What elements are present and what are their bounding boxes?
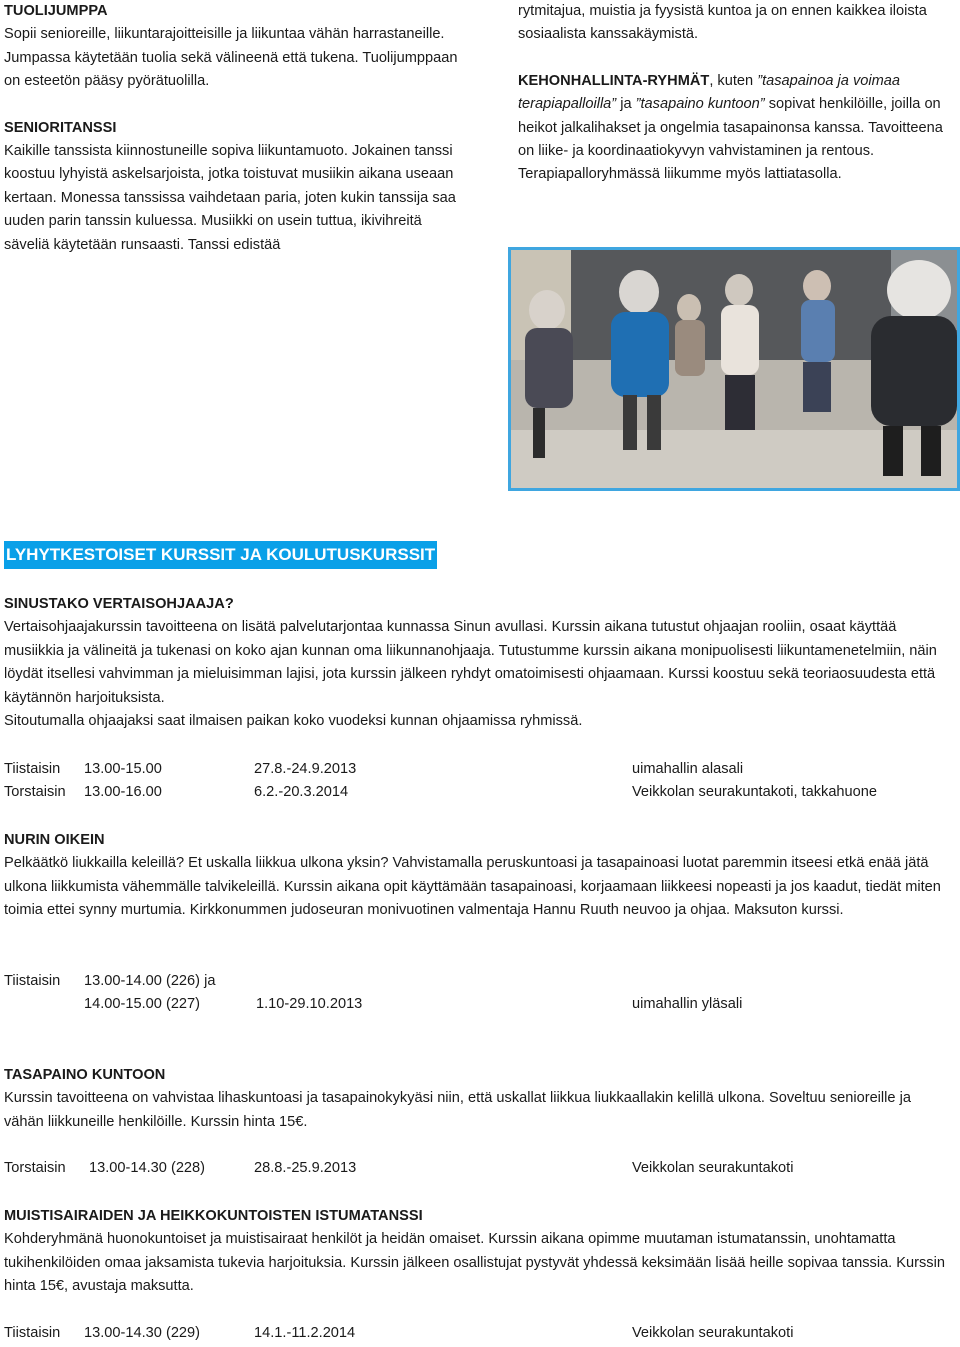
schedule-place: uimahallin yläsali	[632, 996, 743, 1012]
dance-photo	[508, 247, 960, 491]
schedule-place: Veikkolan seurakuntakoti	[632, 1325, 794, 1341]
left-column	[4, 0, 470, 257]
nurin-oikein-body: Pelkäätkö liukkailla keleillä? Et uskalla liikkua ulkona yksin? Vahvistamalla peruskuntoasi ja tasapainoasi luotat paremmin itseesi etkä enää jätä ulkona liikkumista vähemmälle talvikeleillä. Kurssin aikana opit käyttämään tasapainoasi, korjaamaan liikkeesi nopeasti ja jos kaadut, tiedät miten toimia ettei synny murtumia. Kirkkonummen judoseuran monivuotinen valmentaja Hannu Ruuth neuvoo ja ohjaa. Maksuton kurssi.	[4, 855, 941, 919]
schedule-day: Torstaisin	[4, 784, 66, 800]
schedule-time: 14.00-15.00 (227)	[84, 996, 201, 1012]
schedule-time: 13.00-14.30 (229)	[84, 1325, 201, 1341]
tuolijumppa-section	[4, 0, 470, 94]
vertaisohjaaja-body-2: Sitoutumalla ohjaajaksi saat ilmaisen paikan koko vuodeksi kunnan ohjaamissa ryhmissä.	[4, 713, 583, 730]
schedule-time: 13.00-14.30 (228)	[89, 1160, 206, 1176]
kehonhallinta-title: KEHONHALLINTA-RYHMÄT	[518, 72, 710, 89]
vertaisohjaaja-schedule-row	[4, 758, 954, 781]
kehonhallinta-italic-1: ”tasapainoa ja voimaa terapiapalloilla”	[518, 72, 900, 113]
dance-photo-illustration	[511, 250, 957, 488]
muistisairaiden-section	[4, 1205, 954, 1299]
nurin-oikein-section	[4, 829, 954, 923]
muistisairaiden-title: MUISTISAIRAIDEN JA HEIKKOKUNTOISTEN ISTUMATANSSI	[4, 1208, 423, 1224]
tuolijumppa-title: TUOLIJUMPPA	[4, 3, 108, 19]
kehonhallinta-italic-2: ”tasapaino kuntoon”	[635, 96, 765, 113]
schedule-time: 13.00-15.00	[84, 761, 162, 777]
schedule-time: 13.00-14.00 (226) ja	[84, 973, 216, 989]
schedule-dates: 1.10-29.10.2013	[256, 996, 363, 1012]
schedule-dates: 14.1.-11.2.2014	[254, 1325, 356, 1341]
schedule-dates: 6.2.-20.3.2014	[254, 784, 349, 800]
tasapaino-schedule-row	[4, 1157, 954, 1180]
schedule-day: Torstaisin	[4, 1160, 66, 1176]
schedule-day: Tiistaisin	[4, 1325, 61, 1341]
kehonhallinta-text-1: , kuten	[709, 72, 758, 89]
vertaisohjaaja-section	[4, 593, 954, 733]
vertaisohjaaja-title: SINUSTAKO VERTAISOHJAAJA?	[4, 596, 234, 612]
kehonhallinta-section	[518, 70, 958, 187]
section-banner: LYHYTKESTOISET KURSSIT JA KOULUTUSKURSSIT	[4, 541, 437, 569]
nurin-oikein-schedule-row	[4, 970, 954, 993]
nurin-oikein-title: NURIN OIKEIN	[4, 832, 105, 848]
senioritanssi-title: SENIORITANSSI	[4, 119, 117, 136]
muistisairaiden-schedule-row	[4, 1322, 954, 1345]
tasapaino-title: TASAPAINO KUNTOON	[4, 1067, 166, 1083]
schedule-time: 13.00-16.00	[84, 784, 162, 800]
schedule-day: Tiistaisin	[4, 761, 61, 777]
muistisairaiden-body: Kohderyhmänä huonokuntoiset ja muistisairaat henkilöt ja heidän omaiset. Kurssin aikana opimme muutaman istumatanssin, unohtamatta tukihenkilöiden omaa jaksamista tukevia harjoituksia. Kurssin jälkeen osallistujat pystyvät yhdessä keksimään lisää heille sopivaa tanssia. Kurssin hinta 15€, avustaja maksutta.	[4, 1231, 945, 1295]
schedule-place: Veikkolan seurakuntakoti, takkahuone	[632, 784, 878, 800]
senioritanssi-body: Kaikille tanssista kiinnostuneille sopiva liikuntamuoto. Jokainen tanssi koostuu lyhyistä askelsarjoista, jotka toistuvat musiikin aikana useaan kertaan. Monessa tanssissa vaihdetaan paria, joten kukin tanssija saa uuden parin tanssin kuluessa. Musiikki on usein tuttua, ikivihreitä säveliä käytetään runsaasti. Tanssi edistää	[4, 143, 456, 253]
kehonhallinta-text-2: ja	[616, 96, 636, 113]
schedule-day: Tiistaisin	[4, 973, 61, 989]
senioritanssi-section	[4, 117, 470, 257]
vertaisohjaaja-body: Vertaisohjaajakurssin tavoitteena on lisätä palvelutarjontaa kunnassa Sinun avullasi. Kurssin aikana tutustut ohjaajan rooliin, osaat käyttää musiikkia ja välineitä ja tukenasi on koko ajan kunnan oma liikunnanohjaaja. Tutustumme kurssin aikana monipuolisesti liikuntamenetelmiin, näin löydät itsellesi vahvimman ja mieluisimman lajisi, jota kurssin jälkeen ryhdyt omatoimisesti ohjaamaan. Kurssi koostuu sekä teoriaosuudesta että käytännön harjoituksista.	[4, 619, 937, 706]
tuolijumppa-body: Sopii senioreille, liikuntarajoitteisille ja liikuntaa vähän harrastaneille. Jumpassa käytetään tuolia sekä välineenä että tukena. Tuolijumppaan on esteetön pääsy pyörätuolilla.	[4, 26, 458, 90]
schedule-dates: 27.8.-24.9.2013	[254, 761, 357, 777]
kehonhallinta-text-3: sopivat henkilöille, joilla on heikot jalkalihakset ja ongelmia tasapainonsa kanssa. Tavoitteena on liike- ja koordinaatiokyvyn vahvistaminen ja rentous. Terapiapalloryhmässä liikumme myös lattiatasolla.	[518, 96, 943, 183]
tasapaino-body: Kurssin tavoitteena on vahvistaa lihaskuntoasi ja tasapainokykyäsi niin, että uskallat liikkua liukkaallakin kelillä ulkona. Soveltuu senioreille ja vähän liikkuneille henkilöille. Kurssin hinta 15€.	[4, 1090, 911, 1130]
vertaisohjaaja-schedule-row	[4, 781, 954, 804]
schedule-dates: 28.8.-25.9.2013	[254, 1160, 357, 1176]
tasapaino-section	[4, 1064, 954, 1134]
senioritanssi-continuation: rytmitajua, muistia ja fyysistä kuntoa ja on ennen kaikkea iloista sosiaalista kanssakäymistä.	[518, 3, 927, 43]
nurin-oikein-schedule-row	[4, 993, 954, 1016]
right-column	[518, 0, 958, 187]
schedule-place: Veikkolan seurakuntakoti	[632, 1160, 794, 1176]
schedule-place: uimahallin alasali	[632, 761, 744, 777]
